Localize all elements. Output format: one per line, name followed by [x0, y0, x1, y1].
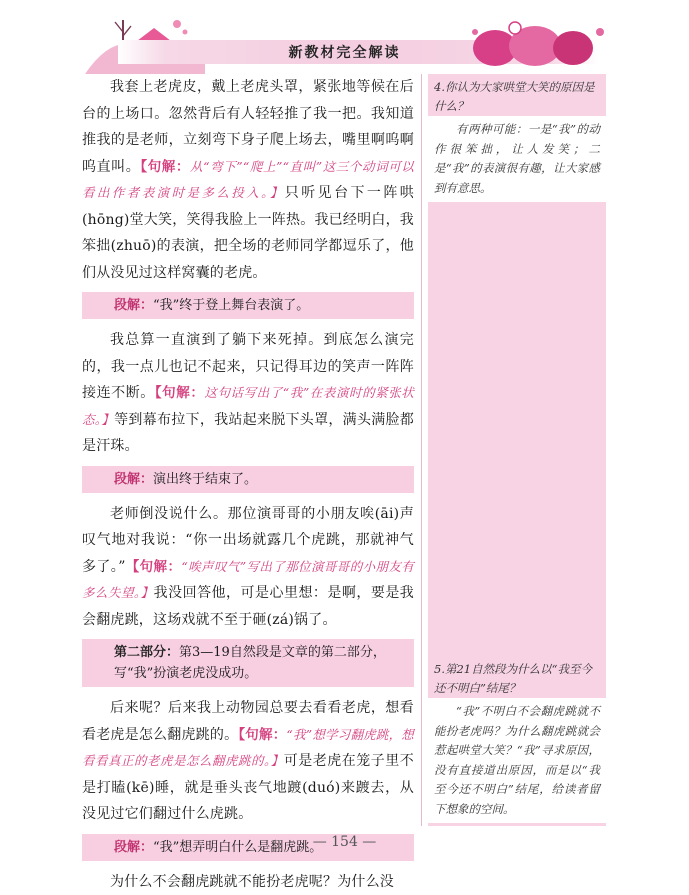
note-label: 【句解：: [155, 385, 205, 401]
summary-label: 段解：: [114, 472, 153, 487]
paragraph-text: 我没回答他，可是心里想：是啊，要是我会翻虎跳，这场戏就不至于砸(zá)锅了。: [82, 585, 414, 628]
side-question-4-block: [428, 74, 606, 202]
side-answer-4: 有两种可能：一是“我”的动作很笨拙，让人发笑；二是“我”的表演很有趣，让大家感到有意思。: [428, 116, 606, 202]
summary-text: 第3—19自然段是文章的第二部分，写“我”扮演老虎没成功。: [114, 645, 386, 681]
side-question-4: 4.你认为大家哄堂大笑的原因是什么？: [428, 74, 606, 116]
paragraph-3: [82, 501, 414, 634]
paragraph-text: 可是老虎在笼子里不是打瞌(kē)睡，就是垂头丧气地踱(duó)来踱去，从没见过它们翻过什么虎跳。: [82, 753, 414, 822]
part-summary: [82, 639, 414, 687]
paragraph-1: [82, 74, 414, 286]
paragraph-text: 只听见台下一阵哄(hōng)堂大笑，笑得我脸上一阵热。我已经明白，我笨拙(zhuō)的表演，把全场的老师同学都逗乐了，他们从没见过这样窝囊的老虎。: [82, 185, 414, 281]
summary-label: 段解：: [114, 840, 153, 855]
note-label: 【句解：: [238, 727, 286, 743]
summary-label: 第二部分：: [114, 645, 179, 660]
summary-text: “我”终于登上舞台表演了。: [153, 298, 309, 313]
main-text-column: [82, 74, 414, 895]
note-label: 【句解：: [126, 559, 182, 575]
side-answer-5: “我”不明白不会翻虎跳就不能扮老虎吗？为什么翻虎跳就会惹起哄堂大笑？“我”寻求原因，没有直接道出原因，而是以“我至今还不明白”结尾，给读者留下想象的空间。: [428, 698, 606, 823]
side-question-5-block: [428, 656, 606, 823]
summary-text: 演出终于结束了。: [153, 472, 257, 487]
paragraph-text: 我总算一直演到了躺下来死掉。到底怎么演完的，我一点儿也记不起来，只记得耳边的笑声一阵阵接连不断。: [82, 332, 414, 401]
paragraph-2: [82, 327, 414, 460]
side-notes-column: [428, 74, 606, 826]
note-label: 【句解：: [140, 159, 190, 175]
side-question-5: 5.第21自然段为什么以“我至今还不明白”结尾？: [428, 656, 606, 698]
note-text: 从“弯下”“爬上”“直叫”这三个动词可以看出作者表演时是多么投入。】: [82, 159, 414, 201]
note-text: “我”想学习翻虎跳，想看看真正的老虎是怎么翻虎跳的。】: [82, 727, 414, 769]
section-summary-2: [82, 466, 414, 493]
summary-label: 段解：: [114, 298, 153, 313]
page-number: — 154 —: [0, 834, 689, 850]
page-header: [0, 0, 689, 78]
paragraph-text: 我套上老虎皮，戴上老虎头罩，紧张地等候在后台的上场口。忽然背后有人轻轻推了我一把。我知道推我的是老师，立刻弯下身子爬上场去，嘴里啊呜啊呜直叫。: [82, 79, 414, 175]
paragraph-5: 为什么不会翻虎跳就不能扮老虎呢？为什么没: [82, 869, 414, 895]
paragraph-4: [82, 695, 414, 828]
header-title: 新教材完全解读: [0, 42, 689, 62]
bubble-decoration-icon: [455, 18, 615, 72]
paragraph-text: 老师倒没说什么。那位演哥哥的小朋友唉(āi)声叹气地对我说：“你一出场就露几个虎跳，那就神气多了。”: [82, 506, 414, 575]
paragraph-text: 等到幕布拉下，我站起来脱下头罩，满头满脸都是汗珠。: [82, 412, 414, 455]
paragraph-text: 后来呢？后来我上动物园总要去看看老虎，想看看老虎是怎么翻虎跳的。: [82, 700, 414, 743]
note-text: 这句话写出了“我”在表演时的紧张状态。】: [82, 385, 414, 427]
note-text: “唉声叹气”写出了那位演哥哥的小朋友有多么失望。】: [82, 559, 414, 601]
section-summary-1: [82, 292, 414, 319]
summary-text: “我”想弄明白什么是翻虎跳。: [153, 840, 322, 855]
column-divider: [421, 74, 422, 826]
